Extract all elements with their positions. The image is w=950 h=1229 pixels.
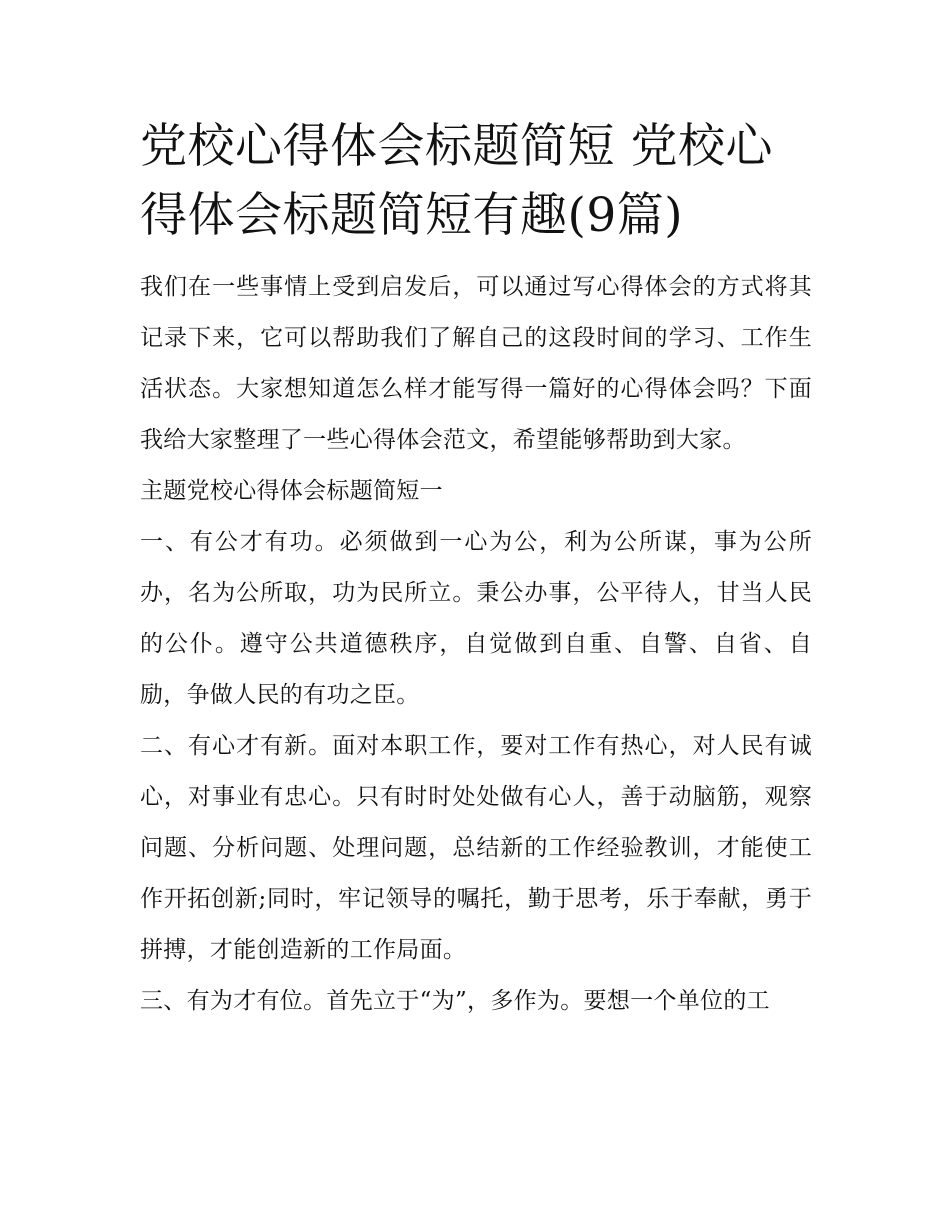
document-page [140,112,812,1027]
point-two-paragraph: 二、有心才有新。面对本职工作，要对工作有热心，对人民有诚心，对事业有忠心。只有时时处处做有心人，善于动脑筋，观察问题、分析问题、处理问题，总结新的工作经验教训，才能使工作开拓创新;同时，牢记领导的嘱托，勤于思考，乐于奉献，勇于拼搏，才能创造新的工作局面。 [140,733,812,963]
intro-paragraph: 我们在一些事情上受到启发后，可以通过写心得体会的方式将其记录下来，它可以帮助我们了解自己的这段时间的学习、工作生活状态。大家想知道怎么样才能写得一篇好的心得体会吗？下面我给大家整理了一些心得体会范文，希望能够帮助到大家。 [140,274,812,453]
point-one-paragraph: 一、有公才有功。必须做到一心为公，利为公所谋，事为公所办，名为公所取，功为民所立。秉公办事，公平待人，甘当人民的公仆。遵守公共道德秩序，自觉做到自重、自警、自省、自励，争做人民的有功之臣。 [140,529,812,708]
section-heading: 主题党校心得体会标题简短一 [140,478,443,504]
document-title: 党校心得体会标题简短 党校心得体会标题简短有趣(9篇) [140,119,773,243]
point-three-paragraph: 三、有为才有位。首先立于“为”，多作为。要想一个单位的工 [140,988,770,1014]
